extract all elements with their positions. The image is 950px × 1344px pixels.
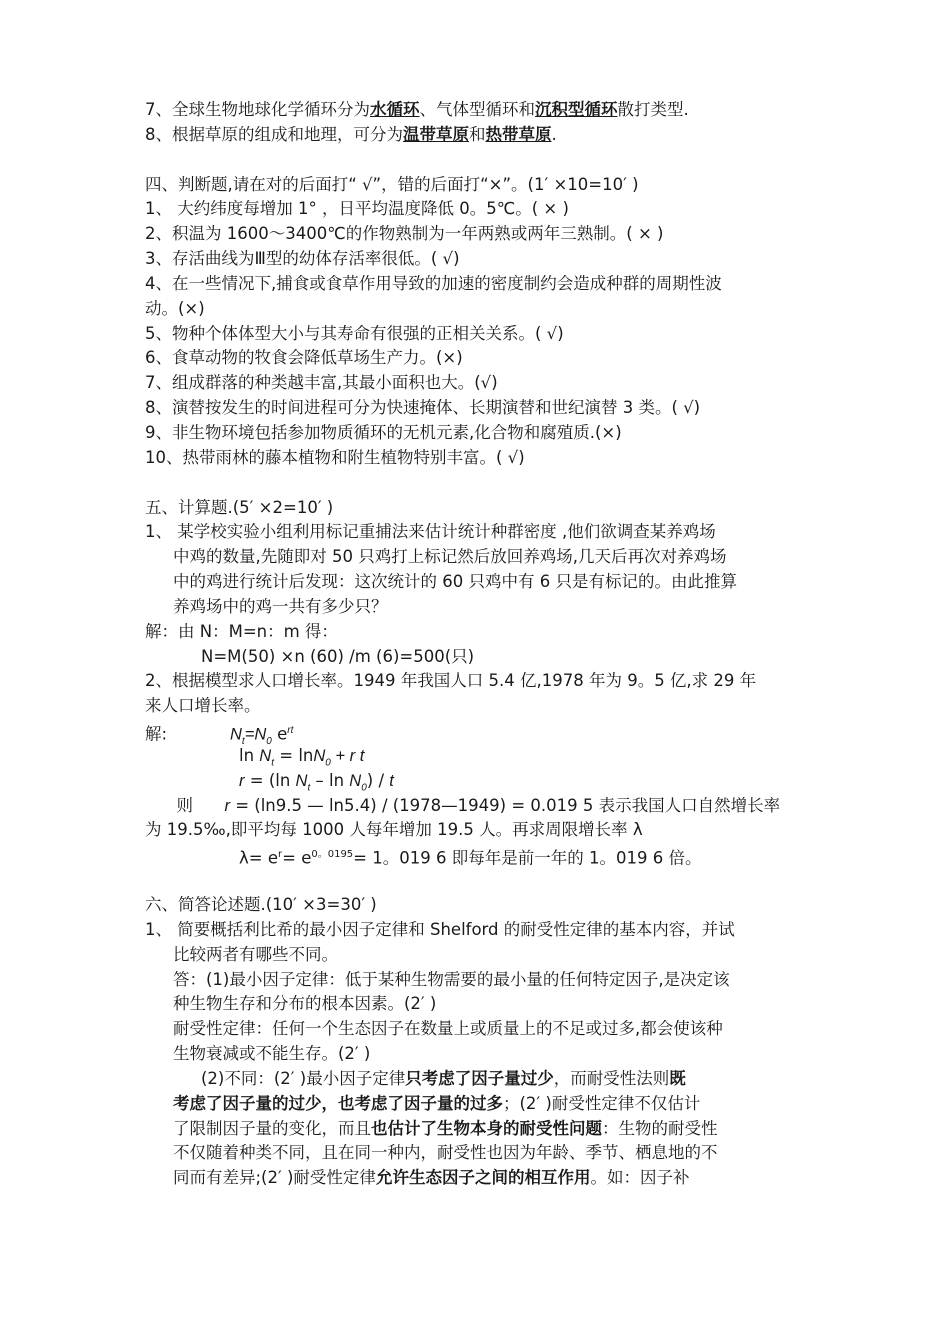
blank-line xyxy=(145,868,815,893)
text-line xyxy=(145,123,815,148)
text-segment: 7、全球生物地球化学循环分为 xyxy=(145,100,370,119)
text-segment: = (ln xyxy=(244,770,296,790)
text-segment: = xyxy=(244,725,255,744)
text-segment: 4、在一些情况下,捕食或食草作用导致的加速的密度制约会造成种群的周期性波 xyxy=(145,273,722,293)
text-segment: 2、根据模型求人口增长率。1949 年我国人口 5.4 亿,1978 年为 9。5 亿,求 29 年 xyxy=(145,671,757,691)
text-segment: 耐受性定律：任何一个生态因子在数量上或质量上的不足或过多,都会使该种 xyxy=(173,1019,723,1039)
text-line xyxy=(145,173,815,198)
text-line xyxy=(145,843,815,868)
text-segment: ：生物的耐受性 xyxy=(602,1118,718,1138)
text-segment: 7、组成群落的种类越丰富,其最小面积也大。(√) xyxy=(145,373,498,393)
text-segment: 四、判断题,请在对的后面打“ √”，错的后面打“×”。(1′ ×10=10′ ) xyxy=(145,174,639,194)
text-segment: 了限制因子量的变化，而且 xyxy=(173,1118,371,1138)
text-line xyxy=(145,1166,815,1191)
text-line xyxy=(145,794,815,819)
text-segment: 2、积温为 1600～3400℃的作物熟制为一年两熟或两年三熟制。( × ) xyxy=(145,224,664,244)
text-segment: 中的鸡进行统计后发现：这次统计的 60 只鸡中有 6 只是有标记的。由此推算 xyxy=(173,572,737,592)
text-segment: 同而有差异;(2′ )耐受性定律 xyxy=(173,1168,376,1188)
text-line xyxy=(145,496,815,521)
text-segment: r xyxy=(224,796,230,815)
text-line xyxy=(145,545,815,570)
text-line xyxy=(145,520,815,545)
text-segment: 8、演替按发生的时间进程可分为快速掩体、长期演替和世纪演替 3 类。( √) xyxy=(145,398,701,418)
text-line xyxy=(145,645,815,670)
text-segment: rt xyxy=(287,725,294,737)
text-line xyxy=(145,371,815,396)
text-line xyxy=(145,1017,815,1042)
text-line xyxy=(145,247,815,272)
text-line xyxy=(145,620,815,645)
text-segment: t xyxy=(271,757,274,769)
blank-line xyxy=(145,148,815,173)
text-segment: + r t xyxy=(330,746,365,765)
text-line xyxy=(145,1092,815,1117)
text-segment: = e xyxy=(282,848,312,868)
text-line xyxy=(145,595,815,620)
text-line xyxy=(145,446,815,471)
text-segment: 五、计算题.(5′ ×2=10′ ) xyxy=(145,497,334,517)
text-segment: r xyxy=(239,771,245,790)
answer-text: 温带草原 xyxy=(403,124,469,144)
text-segment: ；(2′ )耐受性定律不仅估计 xyxy=(503,1093,701,1113)
answer-text: 热带草原 xyxy=(485,124,552,144)
text-line xyxy=(145,396,815,421)
text-line xyxy=(145,1067,815,1092)
text-segment: e xyxy=(271,724,288,744)
text-line xyxy=(145,694,815,719)
text-segment: = ln xyxy=(274,745,314,765)
text-line xyxy=(145,297,815,322)
text-segment: 答：(1)最小因子定律：低于某种生物需要的最小量的任何特定因子,是决定该 xyxy=(173,969,730,989)
text-segment: 1、 简要概括利比希的最小因子定律和 Shelford 的耐受性定律的基本内容，并试 xyxy=(145,919,735,939)
answer-text: 水循环 xyxy=(370,100,420,119)
text-segment: 6、食草动物的牧食会降低草场生产力。(×) xyxy=(145,348,463,368)
text-segment: 养鸡场中的鸡一共有多少只？ xyxy=(173,596,388,616)
text-segment: 来人口增长率。 xyxy=(145,696,261,716)
text-segment: 1、 某学校实验小组利用标记重捕法来估计统计种群密度 ,他们欲调查某养鸡场 xyxy=(145,522,716,542)
text-line xyxy=(145,943,815,968)
text-line xyxy=(145,1117,815,1142)
text-segment: N xyxy=(295,771,308,790)
text-segment: t xyxy=(389,771,394,790)
text-line xyxy=(145,346,815,371)
text-segment: 1、 大约纬度每增加 1° ，日平均温度降低 0。5℃。( × ) xyxy=(145,199,569,219)
text-segment: 3、存活曲线为Ⅲ型的幼体存活率很低。( √) xyxy=(145,249,460,269)
answer-text: 只考虑了因子量过少 xyxy=(405,1068,554,1088)
text-line xyxy=(145,322,815,347)
text-line xyxy=(145,272,815,297)
text-segment: N xyxy=(254,725,267,744)
text-line xyxy=(145,918,815,943)
text-segment: ，而耐受性法则 xyxy=(553,1068,670,1088)
text-line xyxy=(145,1141,815,1166)
text-line xyxy=(145,669,815,694)
text-line xyxy=(145,222,815,247)
text-line xyxy=(145,197,815,222)
text-segment: 中鸡的数量,先随即对 50 只鸡打上标记然后放回养鸡场,几天后再次对养鸡场 xyxy=(173,547,727,567)
text-segment: = (ln9.5 — ln5.4) / (1978—1949) = 0.019 5 表示我国人口自然增长率 xyxy=(229,795,781,815)
text-segment: ln xyxy=(239,745,260,765)
text-segment: 解: xyxy=(145,724,230,744)
text-segment: 解：由 N：M=n：m 得： xyxy=(145,621,338,641)
text-segment: = 1。019 6 即每年是前一年的 1。019 6 倍。 xyxy=(353,848,702,868)
text-segment: 、气体型循环和 xyxy=(419,100,535,119)
text-segment: 为 19.5‰,即平均每 1000 人每年增加 19.5 人。再求周限增长率 λ xyxy=(145,820,643,840)
text-segment: N xyxy=(313,746,326,765)
text-segment: t xyxy=(241,735,245,747)
text-segment: 和 xyxy=(469,124,486,144)
answer-text: 既 xyxy=(669,1068,686,1088)
answer-text: 允许生态因子之间的相互作用 xyxy=(375,1168,591,1188)
text-segment: (2)不同：(2′ )最小因子定律 xyxy=(201,1068,406,1088)
text-segment: 动。(×) xyxy=(145,298,205,318)
answer-text: 考虑了因子量的过少，也考虑了因子量的过多 xyxy=(173,1093,503,1113)
text-line xyxy=(145,992,815,1017)
text-line xyxy=(145,570,815,595)
text-segment: N xyxy=(349,771,362,790)
text-segment: 0 xyxy=(361,782,367,794)
text-segment: 比较两者有哪些不同。 xyxy=(173,944,338,964)
text-segment: N xyxy=(259,746,272,765)
text-segment: 5、物种个体体型大小与其寿命有很强的正相关关系。( √) xyxy=(145,323,564,343)
answer-text: 也估计了生物本身的耐受性问题 xyxy=(371,1118,602,1138)
text-line xyxy=(145,744,815,769)
text-line xyxy=(145,719,815,747)
text-segment: N xyxy=(230,725,242,744)
text-line xyxy=(145,769,815,794)
text-line xyxy=(145,893,815,918)
text-segment: 0 xyxy=(266,735,272,747)
document-page xyxy=(145,98,815,1191)
text-segment: 六、简答论述题.(10′ ×3=30′ ) xyxy=(145,895,377,914)
text-segment: r xyxy=(278,849,283,861)
text-line xyxy=(145,421,815,446)
answer-text: 沉积型循环 xyxy=(535,100,618,119)
text-segment: 种生物生存和分布的根本因素。(2′ ) xyxy=(173,994,437,1014)
text-segment: 8、根据草原的组成和地理，可分为 xyxy=(145,124,403,144)
text-segment: 10、热带雨林的藤本植物和附生植物特别丰富。( √) xyxy=(145,447,525,467)
text-segment: 0。0195 xyxy=(311,849,354,861)
text-line xyxy=(145,968,815,993)
text-segment: – ln xyxy=(310,770,350,790)
text-segment: 生物衰减或不能生存。(2′ ) xyxy=(173,1044,371,1064)
text-segment: 则 xyxy=(145,795,225,815)
text-segment: N=M(50) ×n (60) /m (6)=500(只) xyxy=(201,646,475,666)
text-segment: 不仅随着种类不同，且在同一种内，耐受性也因为年龄、季节、栖息地的不 xyxy=(173,1143,718,1163)
text-segment: 9、非生物环境包括参加物质循环的无机元素,化合物和腐殖质.(×) xyxy=(145,422,622,442)
text-line xyxy=(145,818,815,843)
text-segment: 散打类型. xyxy=(617,100,689,119)
text-segment: λ= e xyxy=(239,848,278,868)
blank-line xyxy=(145,471,815,496)
text-line xyxy=(145,1042,815,1067)
text-segment: ) / xyxy=(366,770,390,790)
text-segment: 0 xyxy=(325,757,331,769)
text-segment: t xyxy=(307,782,311,794)
text-line xyxy=(145,98,815,123)
text-segment: 。如：因子补 xyxy=(590,1168,690,1188)
text-segment: . xyxy=(551,124,557,144)
